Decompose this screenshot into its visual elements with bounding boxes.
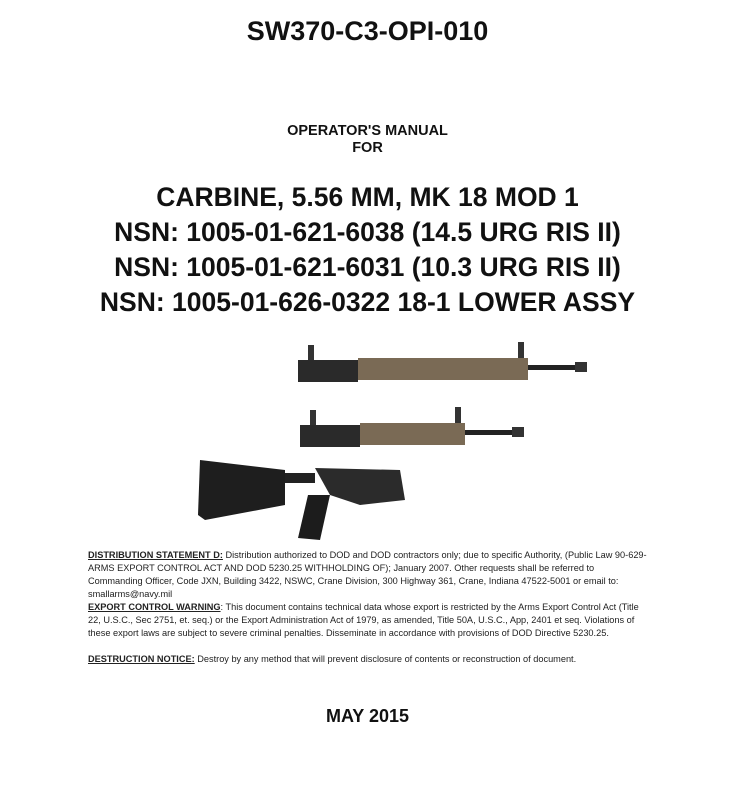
carbine-photo [190,330,590,545]
manual-type-line: OPERATOR'S MANUAL [287,123,448,139]
nsn-line: NSN: 1005-01-621-6031 (10.3 URG RIS II) [114,252,621,282]
lower-receiver [198,460,405,540]
manual-type-line: FOR [352,140,383,156]
distribution-label: DISTRIBUTION STATEMENT D: [88,550,223,560]
nsn-line: NSN: 1005-01-626-0322 18-1 LOWER ASSY [99,287,636,317]
nsn-line: NSN: 1005-01-621-6038 (14.5 URG RIS II) [114,217,621,247]
destruction-label: DESTRUCTION NOTICE: [88,654,195,664]
destruction-notice [88,653,650,666]
upper-receiver-14-5 [298,342,587,382]
document-number: SW370-C3-OPI-010 [246,16,489,46]
upper-receiver-10-3 [300,407,524,447]
distribution-text: Distribution authorized to DOD and DOD contractors only; due to specific Authority, (Public Law 90-629-ARMS EXPORT CONTROL ACT AND DOD 5230.25 WITHHOLDING OF); January 2007. Other requests shall be referred to Commanding Officer, Code JXN, Building 3422, NSWC, Crane Division, 300 Highway 361, Crane, Indiana 47522-5001 or email to: smallarms@navy.mil [88,550,647,599]
manual-type [0,123,735,157]
item-title: CARBINE, 5.56 MM, MK 18 MOD 1 [156,182,579,212]
destruction-text: Destroy by any method that will prevent disclosure of contents or reconstruction of document. [194,654,577,664]
export-text: : This document contains technical data whose export is restricted by the Arms Export Control Act (Title 22, U.S.C., Sec 2751, et. seq.) or the Export Administration Act of 1979, as amended, Title 50A, U.S.C., App, 2401 et seq. Violations of these export laws are subject to severe criminal penalties. Disseminate in accordance with provisions of DOD Directive 5230.25. [88,602,639,638]
title-block [0,180,735,320]
publication-date: MAY 2015 [325,706,410,726]
distribution-statement [88,549,650,601]
export-control-warning [88,601,650,640]
export-label: EXPORT CONTROL WARNING [88,602,221,612]
